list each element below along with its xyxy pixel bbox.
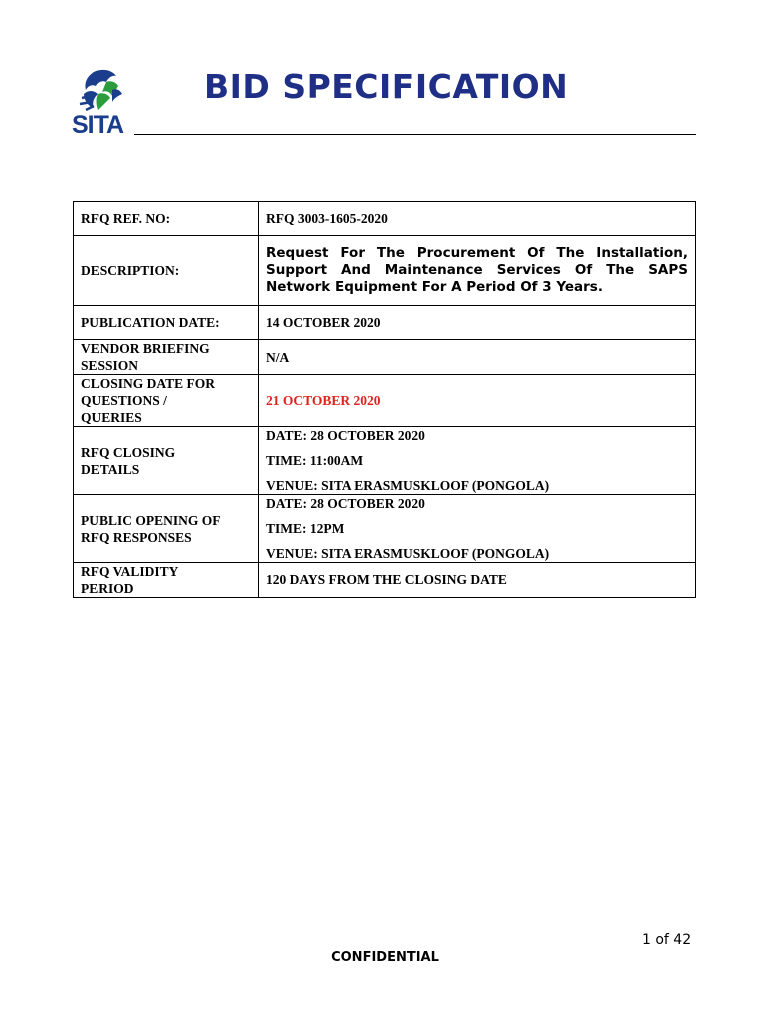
label-line: RFQ CLOSING [81,444,176,460]
label-line: PERIOD [81,581,134,596]
opening-venue: VENUE: SITA ERASMUSKLOOF (PONGOLA) [266,546,550,561]
closing-date: DATE: 28 OCTOBER 2020 [266,428,425,443]
questions-value: 21 OCTOBER 2020 [259,375,696,427]
opening-time: TIME: 12PM [266,521,345,536]
table-row [74,202,696,236]
table-row [74,495,696,563]
label-line: QUERIES [81,410,142,425]
globe-icon [72,66,134,116]
label-line: PUBLIC OPENING OF [81,512,221,528]
label-line: QUESTIONS / [81,393,167,408]
opening-label [74,495,259,563]
table-row [74,340,696,375]
table-row [74,306,696,340]
closing-details [259,427,696,495]
logo-text: SITA [72,111,124,139]
label-line: DETAILS [81,461,140,477]
table-row [74,563,696,598]
description-label: DESCRIPTION: [74,236,259,306]
questions-label [74,375,259,427]
table-row [74,427,696,495]
label-line: RFQ RESPONSES [81,529,192,545]
label-line: VENDOR BRIEFING [81,341,210,356]
publication-label: PUBLICATION DATE: [74,306,259,340]
validity-label [74,563,259,598]
opening-date: DATE: 28 OCTOBER 2020 [266,496,425,511]
page-title: BID SPECIFICATION [204,67,569,106]
ref-value: RFQ 3003-1605-2020 [259,202,696,236]
closing-venue: VENUE: SITA ERASMUSKLOOF (PONGOLA) [266,478,550,493]
description-value: Request For The Procurement Of The Installation, Support And Maintenance Services Of The SAPS Network Equipment For A Period Of 3 Years. [259,236,696,306]
table-row [74,375,696,427]
page-number: 1 of 42 [642,932,692,948]
closing-time: TIME: 11:00AM [266,453,364,468]
header-rule [134,134,696,135]
label-line: RFQ VALIDITY [81,564,179,579]
label-line: SESSION [81,358,139,373]
label-line: CLOSING DATE FOR [81,376,216,391]
opening-details [259,495,696,563]
spec-table [73,201,696,598]
table-row [74,236,696,306]
closing-label [74,427,259,495]
confidential-footer: CONFIDENTIAL [331,950,439,965]
briefing-value: N/A [259,340,696,375]
publication-value: 14 OCTOBER 2020 [259,306,696,340]
validity-value: 120 DAYS FROM THE CLOSING DATE [259,563,696,598]
briefing-label [74,340,259,375]
ref-label: RFQ REF. NO: [74,202,259,236]
